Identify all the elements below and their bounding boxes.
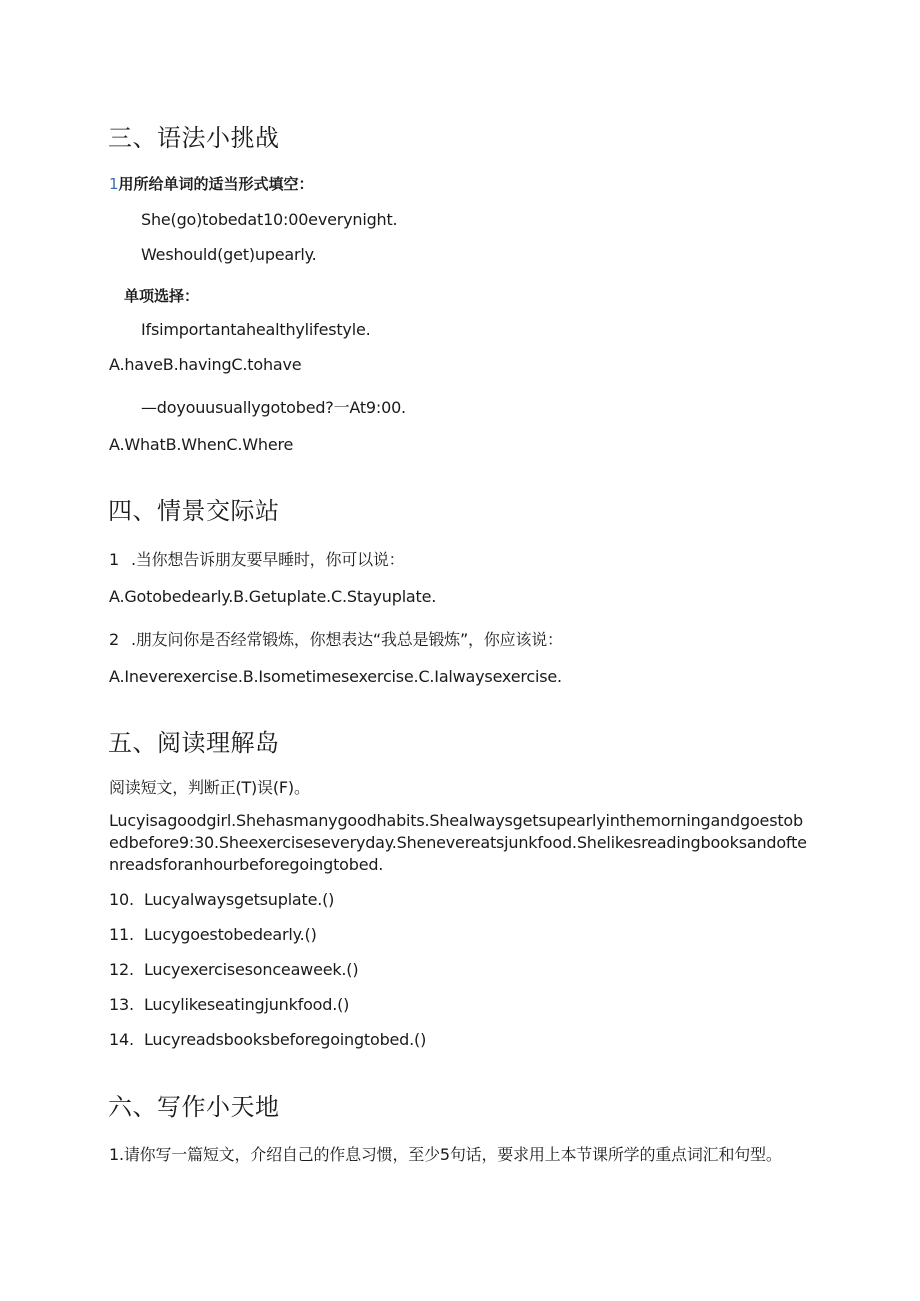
situation-1-number: 1 (109, 550, 119, 569)
tf-item-text: Lucygoestobedearly.() (144, 925, 317, 944)
question-2-label: 单项选择： (124, 287, 200, 305)
section4-title: 四、情景交际站 (108, 497, 280, 525)
tf-item (109, 890, 334, 909)
question-1-heading (109, 173, 314, 194)
situation-2-text: .朋友问你是否经常锻炼，你想表达“我总是锻炼”，你应该说： (130, 630, 563, 649)
situation-1 (109, 547, 404, 570)
tf-item-number: 10. (109, 890, 134, 909)
situation-1-text: .当你想告诉朋友要早睡时，你可以说： (130, 550, 405, 569)
tf-item-number: 12. (109, 960, 134, 979)
tf-item (109, 960, 358, 979)
situation-2-number: 2 (109, 630, 119, 649)
situation-2-options: A.Ineverexercise.B.Isometimesexercise.C.Ialwaysexercise. (109, 667, 562, 686)
reading-instruction: 阅读短文，判断正(T)误(F)。 (109, 778, 310, 797)
tf-item-text: Lucyexercisesonceaweek.() (144, 960, 359, 979)
tf-item-text: Lucyreadsbooksbeforegoingtobed.() (144, 1030, 427, 1049)
mc-2-stem: —doyouusuallygotobed?一At9:00. (141, 398, 406, 417)
section5-title: 五、阅读理解岛 (108, 729, 280, 757)
mc-2-options: A.WhatB.WhenC.Where (109, 435, 294, 454)
question-1-label: 用所给单词的适当形式填空： (118, 175, 314, 193)
situation-1-options: A.Gotobedearly.B.Getuplate.C.Stayuplate. (109, 587, 437, 606)
reading-passage: Lucyisagoodgirl.Shehasmanygoodhabits.Shealwaysgetsupearlyinthemorningandgoestobedbefore9:30.Sheexerciseseveryday.Shenevereatsjunkfood.Shelikesreadingbooksandoftenreadsforanhourbeforegoingtobed. (109, 811, 807, 874)
fill-blank-1: She(go)tobedat10:00everynight. (141, 210, 398, 229)
tf-item-number: 14. (109, 1030, 134, 1049)
section6-title: 六、写作小天地 (108, 1093, 280, 1121)
situation-2 (109, 627, 563, 650)
tf-item (109, 1030, 426, 1049)
mc-1-options: A.haveB.havingC.tohave (109, 355, 302, 374)
tf-item-number: 13. (109, 995, 134, 1014)
section3-title: 三、语法小挑战 (108, 124, 280, 152)
mc-1-stem: Ifsimportantahealthylifestyle. (141, 320, 371, 339)
tf-item (109, 925, 317, 944)
tf-item-number: 11. (109, 925, 134, 944)
tf-item-text: Lucylikeseatingjunkfood.() (144, 995, 350, 1014)
tf-item-text: Lucyalwaysgetsuplate.() (144, 890, 335, 909)
question-1-number: 1 (109, 175, 119, 193)
tf-item (109, 995, 349, 1014)
fill-blank-2: Weshould(get)upearly. (141, 245, 317, 264)
writing-prompt: 1.请你写一篇短文，介绍自己的作息习惯，至少5句话，要求用上本节课所学的重点词汇和句型。 (109, 1145, 782, 1164)
